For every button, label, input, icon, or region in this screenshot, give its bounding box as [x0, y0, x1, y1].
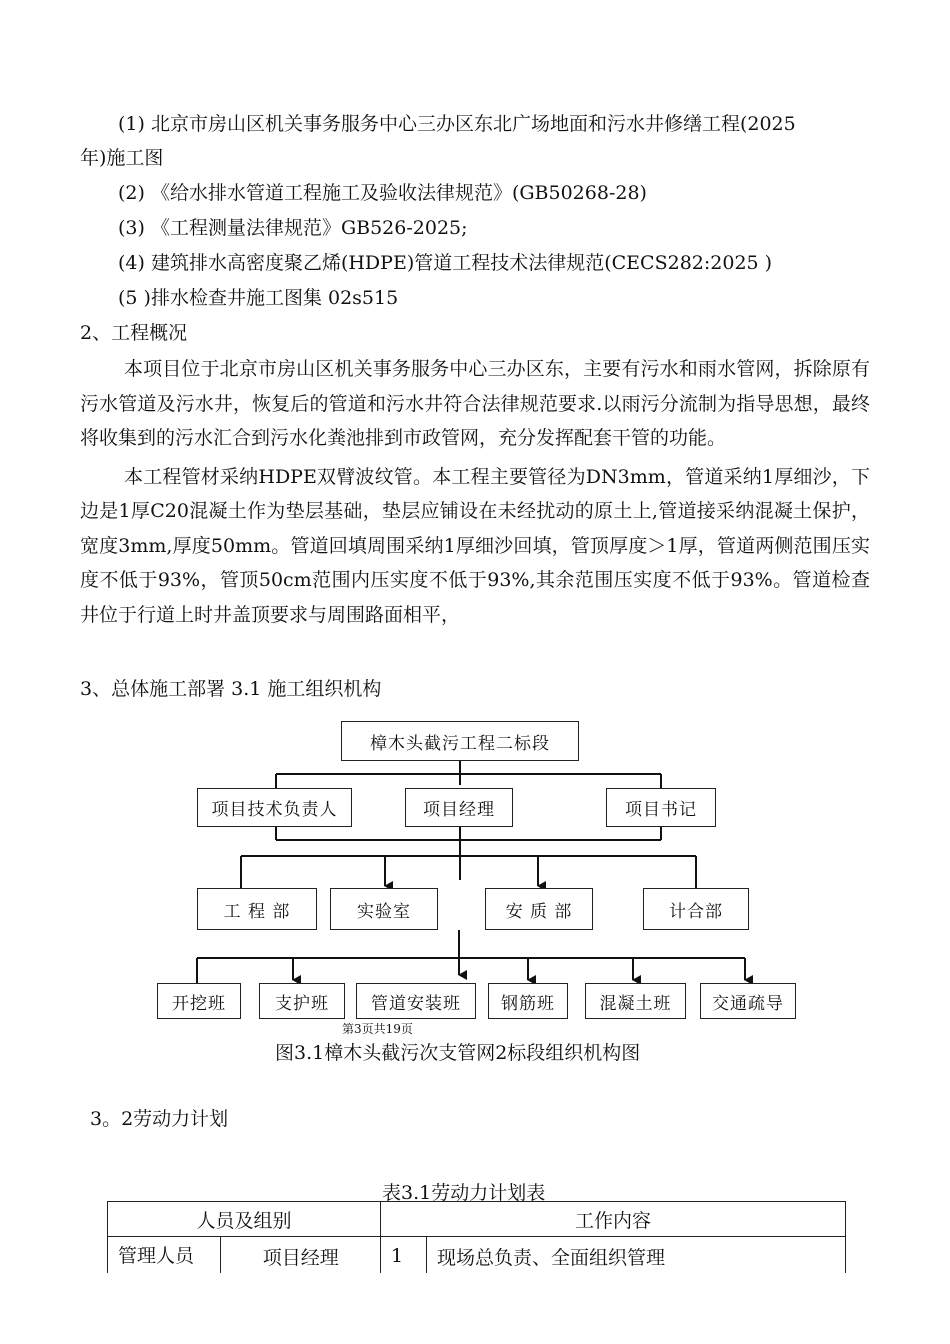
header-personnel: 人员及组别	[108, 1202, 381, 1237]
section-3-2-heading: 3。2劳动力计划	[90, 1108, 229, 1130]
reference-1-cont: 年)施工图	[80, 147, 164, 169]
figure-caption: 图3.1樟木头截污次支管网2标段组织机构图	[275, 1042, 641, 1064]
table-header-row	[108, 1202, 846, 1237]
table-row	[108, 1237, 846, 1274]
reference-2: (2) 《给水排水管道工程施工及验收法律规范》(GB50268-28)	[118, 182, 647, 204]
cell-group: 管理人员	[108, 1237, 221, 1274]
reference-5: (5 )排水检查井施工图集 02s515	[118, 287, 399, 309]
org-node-laboratory: 实验室	[330, 888, 438, 930]
reference-3: (3) 《工程测量法律规范》GB526-2025;	[118, 217, 468, 239]
labor-table-region	[0, 1201, 950, 1273]
reference-1: (1) 北京市房山区机关事务服务中心三办区东北广场地面和污水井修缮工程(2025	[118, 113, 796, 135]
section-3-heading: 3、总体施工部署 3.1 施工组织机构	[80, 678, 382, 700]
org-node-rebar-team: 钢筋班	[488, 983, 568, 1019]
table-caption: 表3.1劳动力计划表	[382, 1182, 546, 1204]
org-node-support-team: 支护班	[259, 983, 345, 1019]
overview-paragraph-1: 本项目位于北京市房山区机关事务服务中心三办区东，主要有污水和雨水管网，拆除原有污水管道及污水井，恢复后的管道和污水井符合法律规范要求.以雨污分流制为指导思想，最终将收集到的污水汇合到污水化粪池排到市政管网，充分发挥配套干管的功能。	[80, 358, 870, 449]
org-node-traffic-team: 交通疏导	[700, 983, 796, 1019]
org-node-excavation-team: 开挖班	[157, 983, 241, 1019]
org-node-party-secretary: 项目书记	[606, 788, 716, 827]
org-top-node: 樟木头截污工程二标段	[341, 721, 579, 761]
org-node-safety-quality-dept: 安 质 部	[485, 888, 593, 930]
org-node-pipe-install-team: 管道安装班	[356, 983, 476, 1019]
org-node-concrete-team: 混凝土班	[585, 983, 686, 1019]
org-node-project-manager: 项目经理	[405, 788, 513, 827]
section-2-heading: 2、工程概况	[80, 322, 188, 344]
cell-role: 项目经理	[221, 1237, 381, 1274]
cell-content: 现场总负责、全面组织管理	[427, 1237, 846, 1274]
page-number: 第3页共19页	[342, 1022, 413, 1036]
org-node-tech-lead: 项目技术负责人	[197, 788, 352, 827]
section-2-body	[80, 352, 870, 632]
cell-number: 1	[381, 1237, 427, 1274]
reference-4: (4) 建筑排水高密度聚乙烯(HDPE)管道工程技术法律规范(CECS282:2025 )	[118, 252, 773, 274]
overview-paragraph-2: 本工程管材采纳HDPE双臂波纹管。本工程主要管径为DN3mm，管道采纳1厚细沙，下边是1厚C20混凝土作为垫层基础，垫层应铺设在未经扰动的原土上,管道接采纳混凝土保护，宽度3mm,厚度50mm。管道回填周围采纳1厚细沙回填，管顶厚度＞1厚，管道两侧范围压实度不低于93%，管顶50cm范围内压实度不低于93%,其余范围压实度不低于93%。管道检查井位于行道上时井盖顶要求与周围路面相平，	[80, 465, 870, 626]
header-work-content: 工作内容	[381, 1202, 846, 1237]
labor-table	[107, 1201, 846, 1273]
org-node-engineering-dept: 工 程 部	[197, 888, 317, 930]
org-node-contract-dept: 计合部	[643, 888, 749, 930]
